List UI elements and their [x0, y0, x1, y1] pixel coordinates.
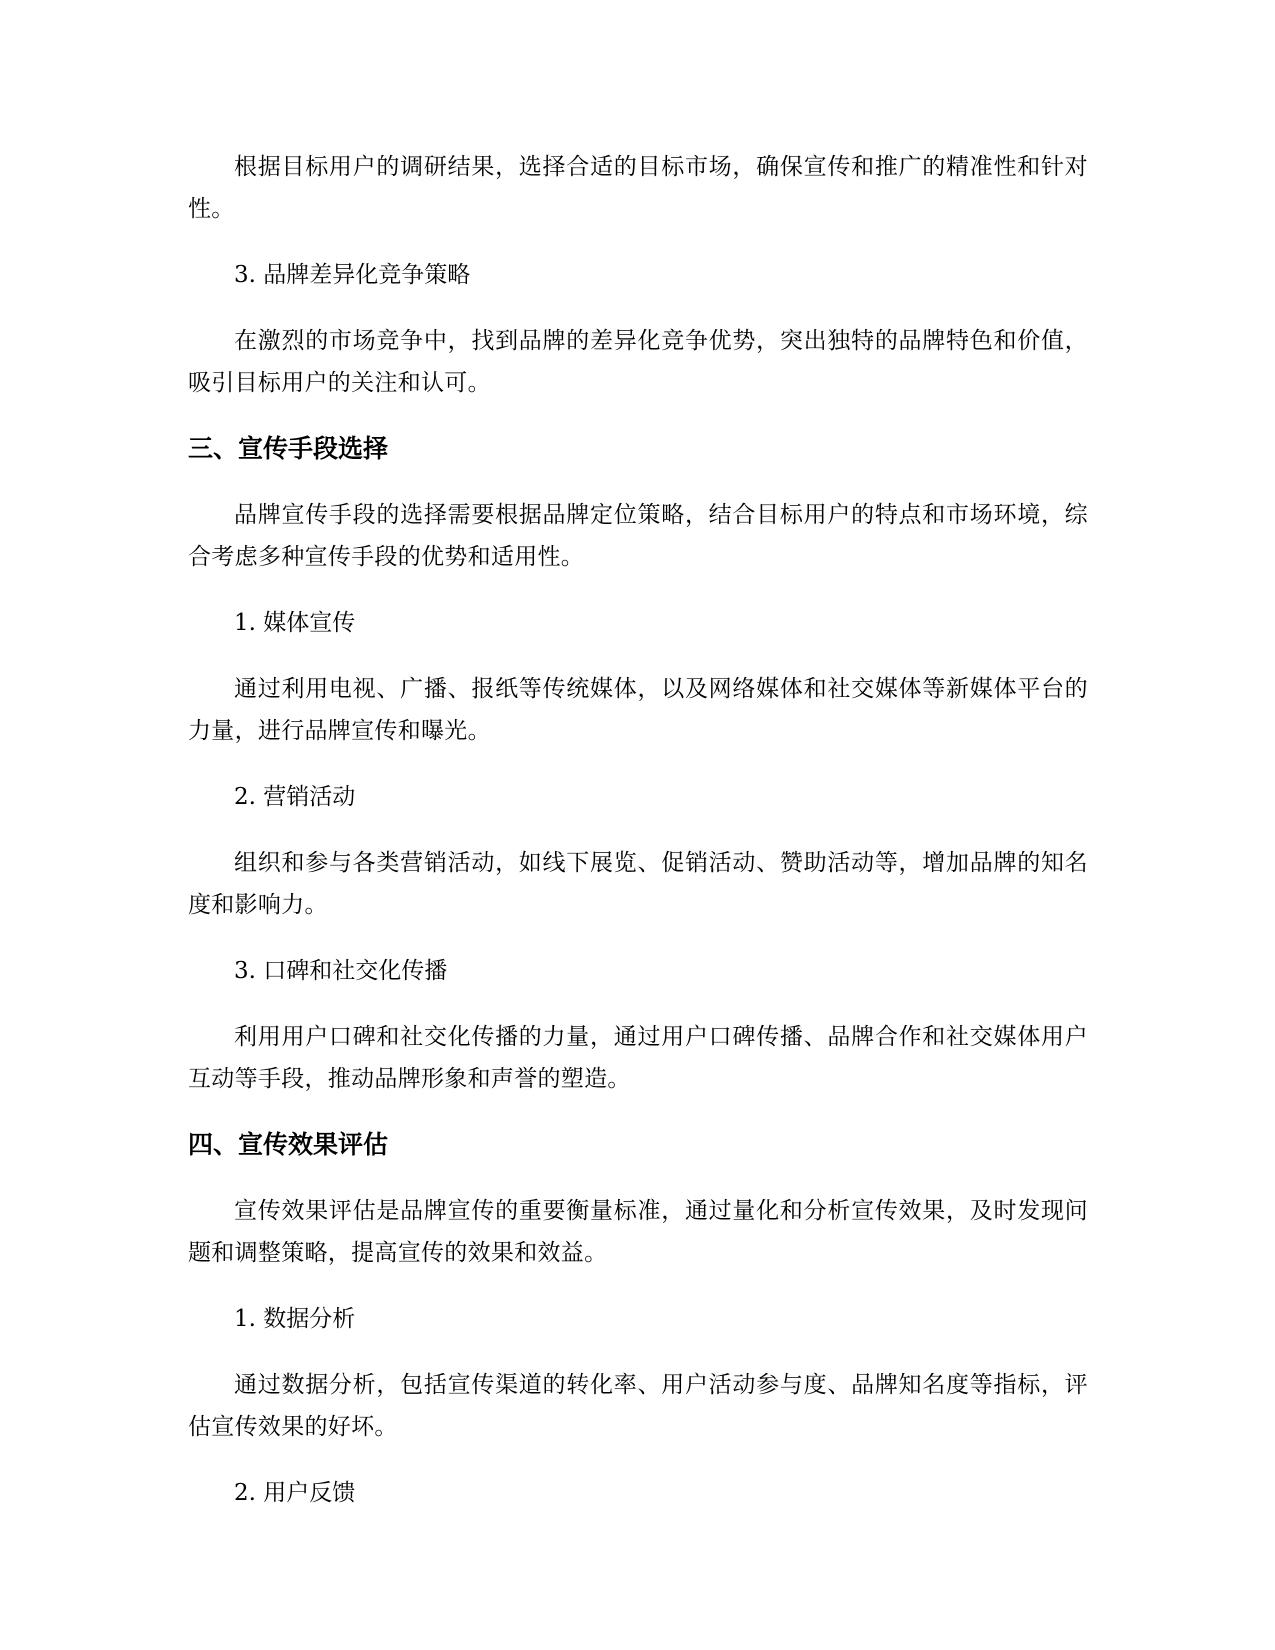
item-word-of-mouth: 3. 口碑和社交化传播: [234, 958, 448, 984]
paragraph-media-promotion: 通过利用电视、广播、报纸等传统媒体，以及网络媒体和社交媒体等新媒体平台的力量，进行品牌宣传和曝光。: [188, 676, 1088, 744]
paragraph-promotion-methods: 品牌宣传手段的选择需要根据品牌定位策略，结合目标用户的特点和市场环境，综合考虑多种宣传手段的优势和适用性。: [188, 502, 1088, 570]
section-heading-effect-evaluation: 四、宣传效果评估: [188, 1130, 389, 1159]
item-user-feedback: 2. 用户反馈: [234, 1480, 356, 1506]
item-data-analysis: 1. 数据分析: [234, 1306, 356, 1332]
paragraph-marketing-events: 组织和参与各类营销活动，如线下展览、促销活动、赞助活动等，增加品牌的知名度和影响力。: [188, 850, 1088, 918]
paragraph-target-market: 根据目标用户的调研结果，选择合适的目标市场，确保宣传和推广的精准性和针对性。: [188, 154, 1088, 222]
item-media-promotion: 1. 媒体宣传: [234, 610, 356, 636]
paragraph-word-of-mouth: 利用用户口碑和社交化传播的力量，通过用户口碑传播、品牌合作和社交媒体用户互动等手段，推动品牌形象和声誉的塑造。: [188, 1024, 1088, 1092]
section-heading-promotion-methods: 三、宣传手段选择: [188, 434, 389, 463]
paragraph-differentiation: 在激烈的市场竞争中，找到品牌的差异化竞争优势，突出独特的品牌特色和价值，吸引目标用户的关注和认可。: [188, 328, 1088, 396]
document-body: [188, 146, 1088, 1538]
item-brand-differentiation: 3. 品牌差异化竞争策略: [234, 262, 471, 288]
paragraph-effect-evaluation: 宣传效果评估是品牌宣传的重要衡量标准，通过量化和分析宣传效果，及时发现问题和调整策略，提高宣传的效果和效益。: [188, 1198, 1088, 1266]
paragraph-data-analysis: 通过数据分析，包括宣传渠道的转化率、用户活动参与度、品牌知名度等指标，评估宣传效果的好坏。: [188, 1372, 1088, 1440]
item-marketing-events: 2. 营销活动: [234, 784, 356, 810]
